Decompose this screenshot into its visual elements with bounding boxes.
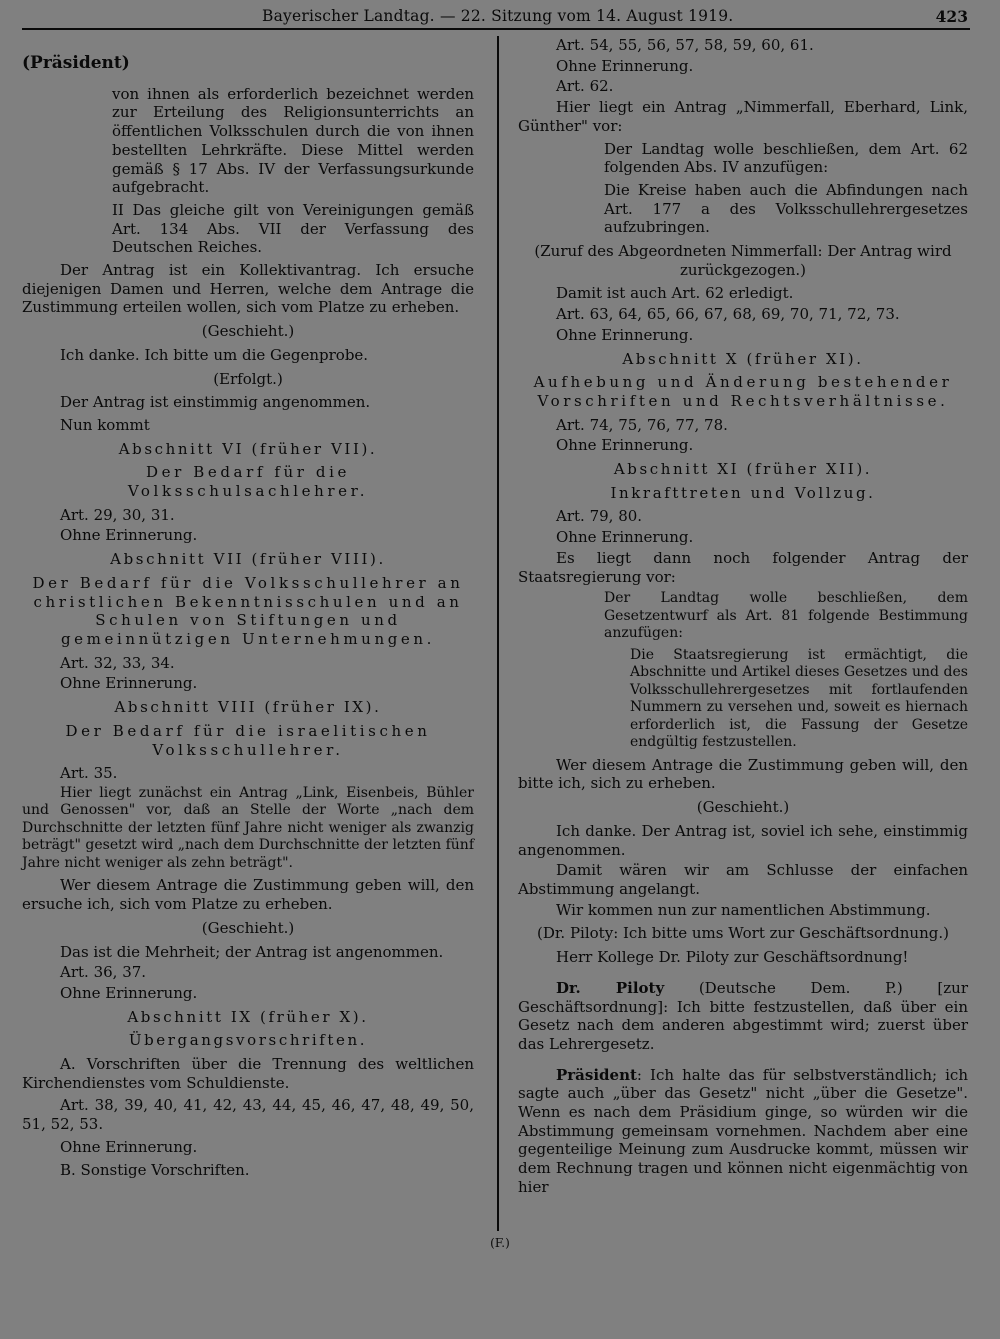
interjection: (Zuruf des Abgeordneten Nimmerfall: Der Antrag wird zurückgezogen.) — [534, 242, 952, 279]
section-heading: Abschnitt VII (früher VIII). — [110, 550, 386, 569]
article-list: Art. 36, 37. — [60, 963, 147, 982]
right-column — [518, 36, 968, 1201]
section-title: Aufhebung und Änderung bestehender Vorschriften und Rechtsverhältnisse. — [533, 373, 953, 410]
paragraph: B. Sonstige Vorschriften. — [60, 1160, 250, 1179]
paragraph: Ich danke. Ich bitte um die Gegenprobe. — [60, 345, 369, 364]
article-list: Art. 38, 39, 40, 41, 42, 43, 44, 45, 46, 47, 48, 49, 50, 51, 52, 53. — [22, 1096, 474, 1134]
paragraph: Damit wären wir am Schlusse der einfachen Abstimmung angelangt. — [518, 861, 968, 898]
paragraph: Ohne Erinnerung. — [60, 983, 198, 1002]
article-list: Art. 32, 33, 34. — [60, 653, 175, 672]
section-title: Übergangsvorschriften. — [128, 1031, 368, 1050]
speaker-name: Präsident — [556, 1065, 637, 1084]
section-heading: Abschnitt VI (früher VII). — [118, 439, 378, 458]
paragraph: Ohne Erinnerung. — [60, 1137, 198, 1156]
speech-paragraph — [518, 1066, 968, 1197]
remark: (Geschieht.) — [696, 798, 790, 817]
quoted-motion: Die Kreise haben auch die Abfindungen nach Art. 177 a des Volksschullehrergesetzes aufzubringen. — [604, 180, 968, 237]
quoted-motion: Der Landtag wolle beschließen, dem Art. 62 folgenden Abs. IV anzufügen: — [604, 139, 968, 177]
section-heading: Abschnitt IX (früher X). — [127, 1007, 369, 1026]
article-list: Art. 79, 80. — [556, 507, 643, 526]
paragraph: Hier liegt zunächst ein Antrag „Link, Eisenbeis, Bühler und Genossen" vor, daß an Stelle der Worte „nach dem Durchschnitte der letzten fünf Jahre nicht weniger als zwanzig beträgt" gesetzt wird „nach dem Durchschnitte der letzten fünf Jahre nicht weniger als zehn beträgt". — [22, 784, 474, 871]
paragraph: Ohne Erinnerung. — [556, 56, 694, 75]
remark: (Erfolgt.) — [213, 369, 283, 388]
paragraph: Wer diesem Antrage die Zustimmung geben will, den bitte ich, sich zu erheben. — [518, 755, 968, 793]
article-list: Art. 35. — [60, 764, 118, 783]
paragraph: Ich danke. Der Antrag ist, soviel ich sehe, einstimmig angenommen. — [518, 821, 968, 859]
paragraph: Hier liegt ein Antrag „Nimmerfall, Eberhard, Link, Günther" vor: — [518, 98, 968, 135]
section-title: Der Bedarf für die israelitischen Volksschullehrer. — [65, 721, 431, 759]
speech-text: : Ich halte das für selbstverständlich; ich sagte auch „über das Gesetz" nicht „über die Gesetze". Wenn es nach dem Präsidium ginge, so würden wir die Abstimmung gemeinsam vornehmen. Nachdem aber eine gegenteilige Meinung zum Ausdrucke kommt, müssen wir dem Rechnung tragen und können nicht eigenmächtig von hier — [518, 1065, 968, 1196]
paragraph: Ohne Erinnerung. — [60, 674, 198, 693]
section-heading: Abschnitt X (früher XI). — [622, 349, 864, 368]
article-list: Art. 63, 64, 65, 66, 67, 68, 69, 70, 71, 72, 73. — [556, 305, 900, 324]
remark: (Geschieht.) — [201, 918, 295, 937]
signature-mark: (F.) — [490, 1236, 510, 1250]
paragraph: Wir kommen nun zur namentlichen Abstimmung. — [556, 900, 931, 919]
section-title: Der Bedarf für die Volksschullehrer an christlichen Bekenntnisschulen und an Schulen von Stiftungen und gemeinnützigen Unternehmungen. — [32, 573, 464, 648]
speaker-label: (Präsident) — [22, 53, 130, 73]
speech-paragraph — [518, 979, 968, 1054]
paragraph: Ohne Erinnerung. — [60, 526, 198, 545]
section-title: Der Bedarf für die Volksschulsachlehrer. — [127, 463, 369, 501]
quoted-motion: Der Landtag wolle beschließen, dem Gesetzentwurf als Art. 81 folgende Bestimmung anzufügen: — [604, 590, 968, 642]
paragraph: Ohne Erinnerung. — [556, 325, 694, 344]
paragraph: Herr Kollege Dr. Piloty zur Geschäftsordnung! — [556, 948, 909, 967]
remark: (Geschieht.) — [201, 322, 295, 341]
paragraph: Das ist die Mehrheit; der Antrag ist angenommen. — [60, 942, 444, 961]
paragraph: II Das gleiche gilt von Vereinigungen gemäß Art. 134 Abs. VII der Verfassung des Deutschen Reiches. — [112, 200, 474, 257]
paragraph: Es liegt dann noch folgender Antrag der Staatsregierung vor: — [518, 548, 968, 586]
paragraph: Der Antrag ist einstimmig angenommen. — [60, 393, 371, 412]
speech-text: (Deutsche Dem. P.) [zur Geschäftsordnung]: Ich bitte festzustellen, daß über ein Gesetz nach dem anderen abgestimmt wird; zuerst über das Lehrergesetz. — [518, 978, 968, 1053]
article-list: Art. 54, 55, 56, 57, 58, 59, 60, 61. — [556, 36, 814, 54]
paragraph: Wer diesem Antrage die Zustimmung geben will, den ersuche ich, sich vom Platze zu erheben. — [22, 876, 474, 914]
paragraph: Ohne Erinnerung. — [556, 528, 694, 547]
left-column — [22, 36, 474, 1183]
section-heading: Abschnitt VIII (früher IX). — [114, 698, 382, 717]
paragraph: Nun kommt — [60, 415, 150, 434]
paragraph: Ohne Erinnerung. — [556, 436, 694, 455]
page-number: 423 — [935, 7, 968, 26]
paragraph: A. Vorschriften über die Trennung des weltlichen Kirchendienstes vom Schuldienste. — [22, 1055, 474, 1092]
paragraph: Damit ist auch Art. 62 erledigt. — [556, 284, 794, 303]
paragraph: von ihnen als erforderlich bezeichnet werden zur Erteilung des Religionsunterrichts an öffentlichen Volksschulen durch die von ihnen bestellten Lehrkräfte. Diese Mittel werden gemäß § 17 Abs. IV der Verfassungsurkunde aufgebracht. — [112, 84, 474, 197]
quoted-motion: Die Staatsregierung ist ermächtigt, die Abschnitte und Artikel dieses Gesetzes und des Volksschullehrergesetzes mit fortlaufenden Nummern zu versehen und, soweit es hiernach erforderlich ist, die Fassung der Gesetze endgültig festzustellen. — [630, 646, 968, 751]
paragraph: Der Antrag ist ein Kollektivantrag. Ich ersuche diejenigen Damen und Herren, welche dem Antrage die Zustimmung erteilen wollen, sich vom Platze zu erheben. — [22, 261, 474, 317]
article-list: Art. 74, 75, 76, 77, 78. — [556, 415, 728, 434]
article-list: Art. 29, 30, 31. — [60, 505, 175, 524]
article-list: Art. 62. — [556, 77, 614, 96]
speaker-name: Dr. Piloty — [556, 978, 665, 997]
section-title: Inkrafttreten und Vollzug. — [610, 483, 876, 502]
running-title: Bayerischer Landtag. — 22. Sitzung vom 14. August 1919. — [262, 7, 734, 25]
interjection: (Dr. Piloty: Ich bitte ums Wort zur Geschäftsordnung.) — [537, 924, 949, 943]
column-divider — [497, 36, 499, 1231]
page-header — [22, 6, 970, 30]
section-heading: Abschnitt XI (früher XII). — [613, 460, 873, 479]
